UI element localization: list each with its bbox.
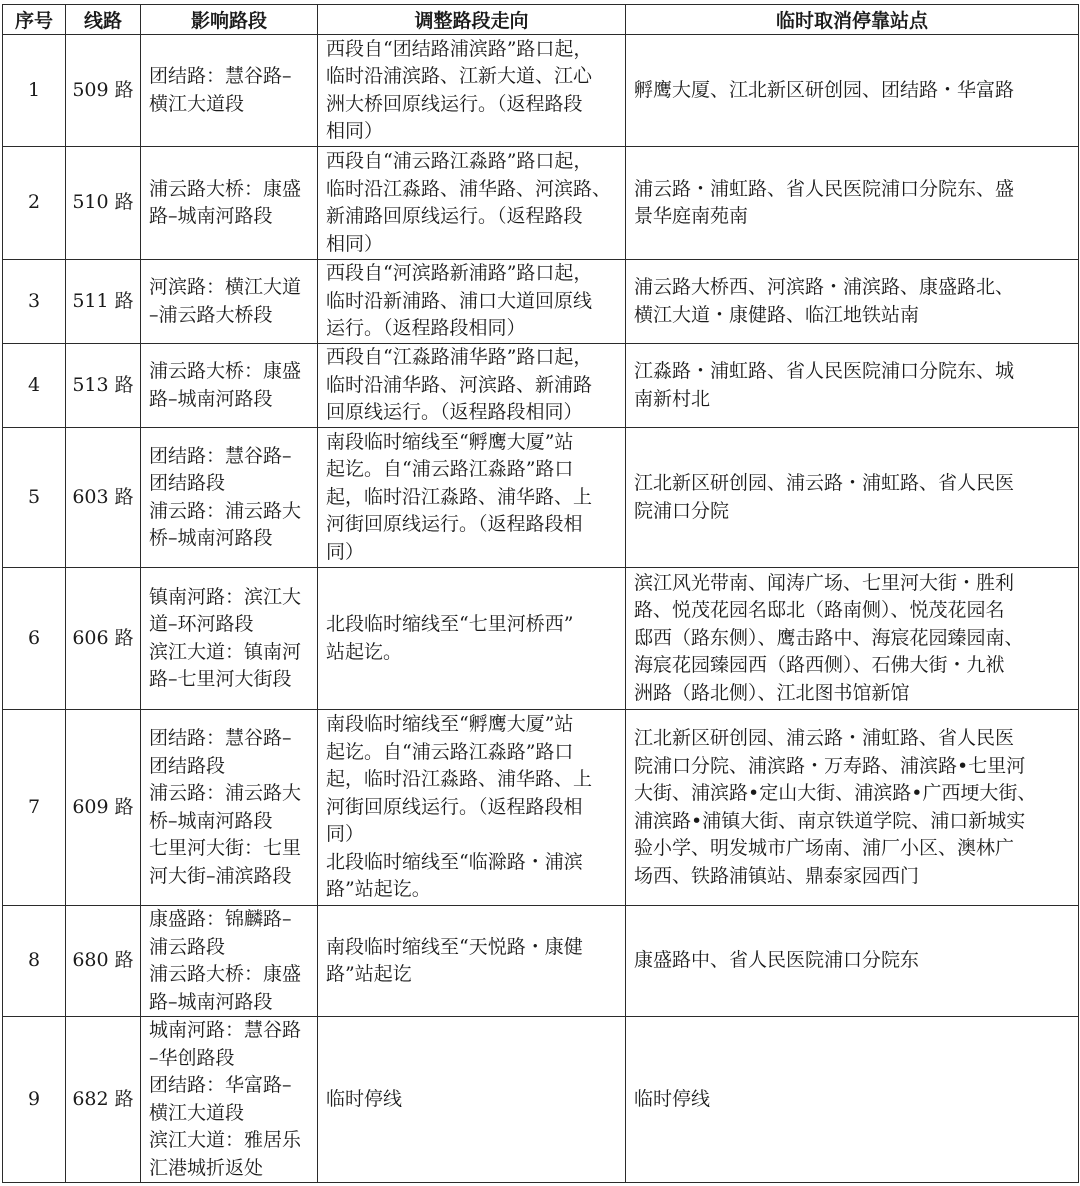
adjusted-direction-cell [318,710,626,906]
stops-line: 院浦口分院、浦滨路・万寿路、浦滨路•七里河 [634,754,1026,777]
direction-line: 临时停线 [326,1087,403,1110]
cancelled-stops-cell [626,568,1079,710]
segment-line: 横江大道段 [149,92,245,115]
segment-line: 浦云路段 [149,935,226,958]
table-body [3,35,1079,1183]
stops-line: 江北新区研创园、浦云路・浦虹路、省人民医 [634,727,1015,749]
cancelled-stops-cell [626,147,1079,260]
table-row [3,1017,1079,1183]
table-row [3,260,1079,344]
segment-line: 路–城南河路段 [149,387,273,410]
seq-no-cell: 2 [3,147,66,260]
affected-segment-cell [141,344,318,428]
adjusted-direction-cell [318,147,626,260]
segment-line: 镇南河路：滨江大 [149,585,302,608]
table-row [3,147,1079,260]
segment-line: 滨江大道：镇南河 [149,640,302,663]
direction-line: 西段自“团结路浦滨路”路口起， [326,37,593,60]
table-row [3,428,1079,568]
segment-line: 浦云路大桥：康盛 [149,963,302,985]
adjusted-direction-cell [318,1017,626,1183]
segment-line: 团结路：华富路– [149,1074,292,1096]
direction-line: 河街回原线运行。（返程路段相 [326,513,583,536]
segment-line: 浦云路：浦云路大 [149,782,302,804]
stops-line: 横江大道・康健路、临江地铁站南 [634,303,920,326]
segment-line: 浦云路大桥：康盛 [149,360,302,382]
route-cell: 510 路 [66,147,141,260]
segment-line: 路–七里河大街段 [149,668,292,690]
seq-no-cell: 7 [3,710,66,906]
segment-line: 路–城南河路段 [149,990,273,1013]
segment-line: 汇港城折返处 [149,1156,264,1179]
segment-line: 七里河大街：七里 [149,837,302,859]
stops-line: 浦云路・浦虹路、省人民医院浦口分院东、盛 [634,177,1015,200]
stops-line: 海宸花园臻园西（路西侧）、石佛大街・九袱 [634,654,1005,677]
affected-segment-cell [141,35,318,147]
seq-no-cell: 8 [3,906,66,1017]
table-row [3,568,1079,710]
cancelled-stops-cell [626,260,1079,344]
affected-segment-cell [141,260,318,344]
seq-no-cell: 3 [3,260,66,344]
direction-line: 站起讫。 [326,640,403,663]
cancelled-stops-cell [626,710,1079,906]
adjusted-direction-cell [318,344,626,428]
adjusted-direction-cell [318,906,626,1017]
segment-line: 横江大道段 [149,1101,245,1124]
header-cancelled-stops: 临时取消停靠站点 [626,5,1079,35]
direction-line: 西段自“浦云路江淼路”路口起， [326,150,593,172]
segment-line: 团结路：慧谷路– [149,444,292,467]
direction-line: 临时沿浦华路、河滨路、新浦路 [326,373,593,396]
route-cell: 509 路 [66,35,141,147]
direction-line: 北段临时缩线至“七里河桥西” [326,613,574,635]
segment-line: 桥–城南河路段 [149,527,273,549]
header-row [3,5,1079,35]
segment-line: 康盛路：锦麟路– [149,908,292,930]
stops-line: 江淼路・浦虹路、省人民医院浦口分院东、城 [634,360,1015,382]
stops-line: 江北新区研创园、浦云路・浦虹路、省人民医 [634,472,1015,494]
direction-line: 路”站起讫 [326,963,412,985]
route-cell: 606 路 [66,568,141,710]
direction-line: 西段自“江淼路浦华路”路口起， [326,346,593,369]
route-cell: 682 路 [66,1017,141,1183]
table-row [3,710,1079,906]
direction-line: 新浦路回原线运行。（返程路段 [326,205,583,227]
stops-line: 场西、铁路浦镇站、鼎泰家园西门 [634,864,920,887]
segment-line: –浦云路大桥段 [149,303,273,326]
affected-segment-cell [141,568,318,710]
stops-line: 洲路（路北侧）、江北图书馆新馆 [634,681,910,704]
direction-line: 南段临时缩线至“天悦路・康健 [326,935,583,958]
seq-no-cell: 9 [3,1017,66,1183]
segment-line: 桥–城南河路段 [149,809,273,832]
stops-line: 临时停线 [634,1087,711,1110]
header-route: 线路 [66,5,141,35]
segment-line: 团结路：慧谷路– [149,65,292,87]
stops-line: 院浦口分院 [634,499,730,522]
stops-line: 路、悦茂花园名邸北（路南侧）、悦茂花园名 [634,599,1005,622]
header-seq-no: 序号 [3,5,66,35]
segment-line: 浦云路：浦云路大 [149,499,302,522]
stops-line: 大街、浦滨路•定山大街、浦滨路•广西埂大街、 [634,782,1037,804]
affected-segment-cell [141,1017,318,1183]
table-row [3,906,1079,1017]
cancelled-stops-cell [626,1017,1079,1183]
cancelled-stops-cell [626,344,1079,428]
direction-line: 运行。（返程路段相同） [326,317,526,340]
stops-line: 浦云路大桥西、河滨路・浦滨路、康盛路北、 [634,276,1015,298]
header-adjusted-direction: 调整路段走向 [318,5,626,35]
direction-line: 同） [326,823,365,846]
direction-line: 同） [326,540,365,563]
direction-line: 南段临时缩线至“孵鹰大厦”站 [326,713,574,736]
direction-line: 临时沿新浦路、浦口大道回原线 [326,289,593,312]
segment-line: 河大街–浦滨路段 [149,864,292,887]
seq-no-cell: 6 [3,568,66,710]
direction-line: 起讫。自“浦云路江淼路”路口 [326,458,574,481]
segment-line: 团结路段 [149,472,226,494]
stops-line: 验小学、明发城市广场南、浦厂小区、澳林广 [634,837,1015,859]
affected-segment-cell [141,428,318,568]
direction-line: 起讫。自“浦云路江淼路”路口 [326,740,574,763]
seq-no-cell: 4 [3,344,66,428]
segment-line: 滨江大道：雅居乐 [149,1129,302,1151]
direction-line: 起，临时沿江淼路、浦华路、上 [326,768,593,791]
affected-segment-cell [141,710,318,906]
route-cell: 680 路 [66,906,141,1017]
stops-line: 浦滨路•浦镇大街、南京铁道学院、浦口新城实 [634,809,1026,832]
adjusted-direction-cell [318,568,626,710]
direction-line: 回原线运行。（返程路段相同） [326,401,583,424]
adjusted-direction-cell [318,428,626,568]
adjusted-direction-cell [318,35,626,147]
route-cell: 603 路 [66,428,141,568]
header-affected-segment: 影响路段 [141,5,318,35]
cancelled-stops-cell [626,428,1079,568]
route-cell: 511 路 [66,260,141,344]
direction-line: 临时沿江淼路、浦华路、河滨路、 [326,177,612,200]
affected-segment-cell [141,147,318,260]
direction-line: 河街回原线运行。（返程路段相 [326,795,583,818]
route-cell: 513 路 [66,344,141,428]
table-header [3,5,1079,35]
cancelled-stops-cell [626,35,1079,147]
stops-line: 康盛路中、省人民医院浦口分院东 [634,949,920,972]
direction-line: 起，临时沿江淼路、浦华路、上 [326,485,593,508]
stops-line: 南新村北 [634,387,711,410]
segment-line: 河滨路：横江大道 [149,276,302,298]
seq-no-cell: 1 [3,35,66,147]
route-cell: 609 路 [66,710,141,906]
stops-line: 孵鹰大厦、江北新区研创园、团结路・华富路 [634,78,1015,101]
route-adjustment-table [2,4,1079,1183]
table-row [3,35,1079,147]
direction-line: 临时沿浦滨路、江新大道、江心 [326,65,593,87]
segment-line: 道–环河路段 [149,613,254,635]
segment-line: 团结路段 [149,754,226,777]
segment-line: 浦云路大桥：康盛 [149,177,302,200]
stops-line: 滨江风光带南、闻涛广场、七里河大街・胜利 [634,571,1015,594]
direction-line: 南段临时缩线至“孵鹰大厦”站 [326,430,574,453]
stops-line: 邸西（路东侧）、鹰击路中、海宸花园臻园南、 [634,626,1024,649]
stops-line: 景华庭南苑南 [634,205,749,227]
direction-line: 洲大桥回原线运行。（返程路段 [326,92,583,115]
adjusted-direction-cell [318,260,626,344]
segment-line: –华创路段 [149,1046,235,1069]
affected-segment-cell [141,906,318,1017]
seq-no-cell: 5 [3,428,66,568]
segment-line: 团结路：慧谷路– [149,727,292,749]
direction-line: 北段临时缩线至“临滁路・浦滨 [326,850,583,873]
segment-line: 路–城南河路段 [149,205,273,227]
direction-line: 相同） [326,120,384,142]
segment-line: 城南河路：慧谷路 [149,1019,302,1041]
direction-line: 西段自“河滨路新浦路”路口起， [326,262,593,285]
direction-line: 路”站起讫。 [326,878,431,901]
table-row [3,344,1079,428]
cancelled-stops-cell [626,906,1079,1017]
direction-line: 相同） [326,232,384,255]
